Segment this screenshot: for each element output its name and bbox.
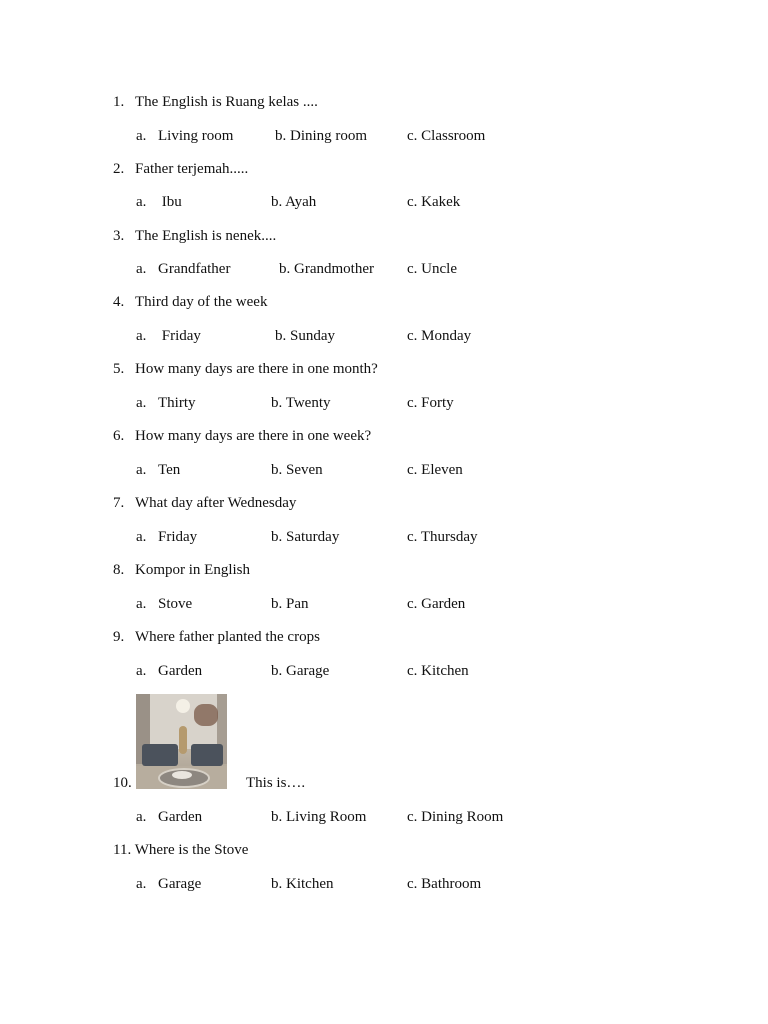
option-c: c. Monday xyxy=(407,328,472,344)
question-number: 3. xyxy=(113,228,125,244)
question-number: 6. xyxy=(113,428,125,444)
option-a-prefix: a. xyxy=(136,128,147,144)
question-text: How many days are there in one week? xyxy=(135,428,372,444)
option-a: Garden xyxy=(158,809,203,825)
option-c: c. Uncle xyxy=(407,261,457,277)
option-b: b. Grandmother xyxy=(279,261,374,277)
question-10-number xyxy=(113,774,132,792)
option-a-prefix: a. xyxy=(136,876,147,892)
question-number: 11. xyxy=(113,842,132,858)
option-b: b. Garage xyxy=(271,663,330,679)
option-a-prefix: a. xyxy=(136,395,147,411)
photo-wall-decoration xyxy=(194,704,218,726)
option-a-prefix: a. xyxy=(136,462,147,478)
options-9 xyxy=(136,662,636,680)
question-text: The English is Ruang kelas .... xyxy=(135,94,318,110)
option-b: b. Seven xyxy=(271,462,323,478)
question-4 xyxy=(113,293,267,311)
option-a: Ten xyxy=(158,462,181,478)
question-number: 5. xyxy=(113,361,125,377)
option-a: Stove xyxy=(158,596,193,612)
question-1 xyxy=(113,93,318,111)
question-6 xyxy=(113,427,371,445)
option-a: Garage xyxy=(158,876,202,892)
question-text: Kompor in English xyxy=(135,562,250,578)
photo-plant xyxy=(179,726,187,754)
question-7 xyxy=(113,494,296,512)
option-b: b. Sunday xyxy=(275,328,335,344)
option-b: b. Ayah xyxy=(271,194,317,210)
option-a: Grandfather xyxy=(158,261,231,277)
option-c: c. Bathroom xyxy=(407,876,482,892)
option-b: b. Living Room xyxy=(271,809,367,825)
question-number: 2. xyxy=(113,161,125,177)
question-text: Where father planted the crops xyxy=(135,629,320,645)
option-b: b. Pan xyxy=(271,596,309,612)
option-a: Living room xyxy=(158,128,234,144)
options-7 xyxy=(136,528,636,546)
question-number: 1. xyxy=(113,94,125,110)
question-number: 7. xyxy=(113,495,125,511)
question-text: Father terjemah..... xyxy=(135,161,249,177)
options-11 xyxy=(136,875,636,893)
question-text: Where is the Stove xyxy=(134,842,249,858)
option-c: c. Eleven xyxy=(407,462,463,478)
question-text: Third day of the week xyxy=(135,294,268,310)
option-a: Ibu xyxy=(158,194,182,210)
question-text: What day after Wednesday xyxy=(135,495,297,511)
question-11 xyxy=(113,841,248,859)
question-number: 10. xyxy=(113,775,132,791)
question-5 xyxy=(113,360,378,378)
living-room-photo xyxy=(136,694,227,789)
option-a: Garden xyxy=(158,663,203,679)
options-2 xyxy=(136,193,636,211)
option-a-prefix: a. xyxy=(136,529,147,545)
photo-sofa-right xyxy=(191,744,223,766)
question-2 xyxy=(113,160,248,178)
option-a: Friday xyxy=(158,529,198,545)
option-a: Friday xyxy=(158,328,201,344)
option-a-prefix: a. xyxy=(136,809,147,825)
options-6 xyxy=(136,461,636,479)
option-c: c. Kitchen xyxy=(407,663,469,679)
photo-coffee-table xyxy=(172,771,192,779)
question-text: The English is nenek.... xyxy=(135,228,277,244)
option-a-prefix: a. xyxy=(136,663,147,679)
option-b: b. Kitchen xyxy=(271,876,334,892)
option-c: c. Garden xyxy=(407,596,466,612)
options-10 xyxy=(136,808,636,826)
options-8 xyxy=(136,595,636,613)
question-10-text: This is…. xyxy=(246,775,306,791)
options-1 xyxy=(136,127,636,145)
option-b: b. Twenty xyxy=(271,395,331,411)
option-c: c. Classroom xyxy=(407,128,486,144)
question-number: 4. xyxy=(113,294,125,310)
options-4 xyxy=(136,327,636,345)
options-3 xyxy=(136,260,636,278)
photo-sofa-left xyxy=(142,744,178,766)
option-c: c. Kakek xyxy=(407,194,461,210)
option-a-prefix: a. xyxy=(136,261,147,277)
option-a-prefix: a. xyxy=(136,194,147,210)
question-text: How many days are there in one month? xyxy=(135,361,378,377)
option-a: Thirty xyxy=(158,395,196,411)
question-8 xyxy=(113,561,250,579)
photo-lamp xyxy=(176,699,190,713)
question-number: 9. xyxy=(113,629,125,645)
option-a-prefix: a. xyxy=(136,328,147,344)
question-9 xyxy=(113,628,320,646)
options-5 xyxy=(136,394,636,412)
option-c: c. Dining Room xyxy=(407,809,504,825)
option-c: c. Thursday xyxy=(407,529,478,545)
question-3 xyxy=(113,227,276,245)
option-b: b. Dining room xyxy=(275,128,368,144)
option-b: b. Saturday xyxy=(271,529,340,545)
question-number: 8. xyxy=(113,562,125,578)
option-a-prefix: a. xyxy=(136,596,147,612)
option-c: c. Forty xyxy=(407,395,454,411)
